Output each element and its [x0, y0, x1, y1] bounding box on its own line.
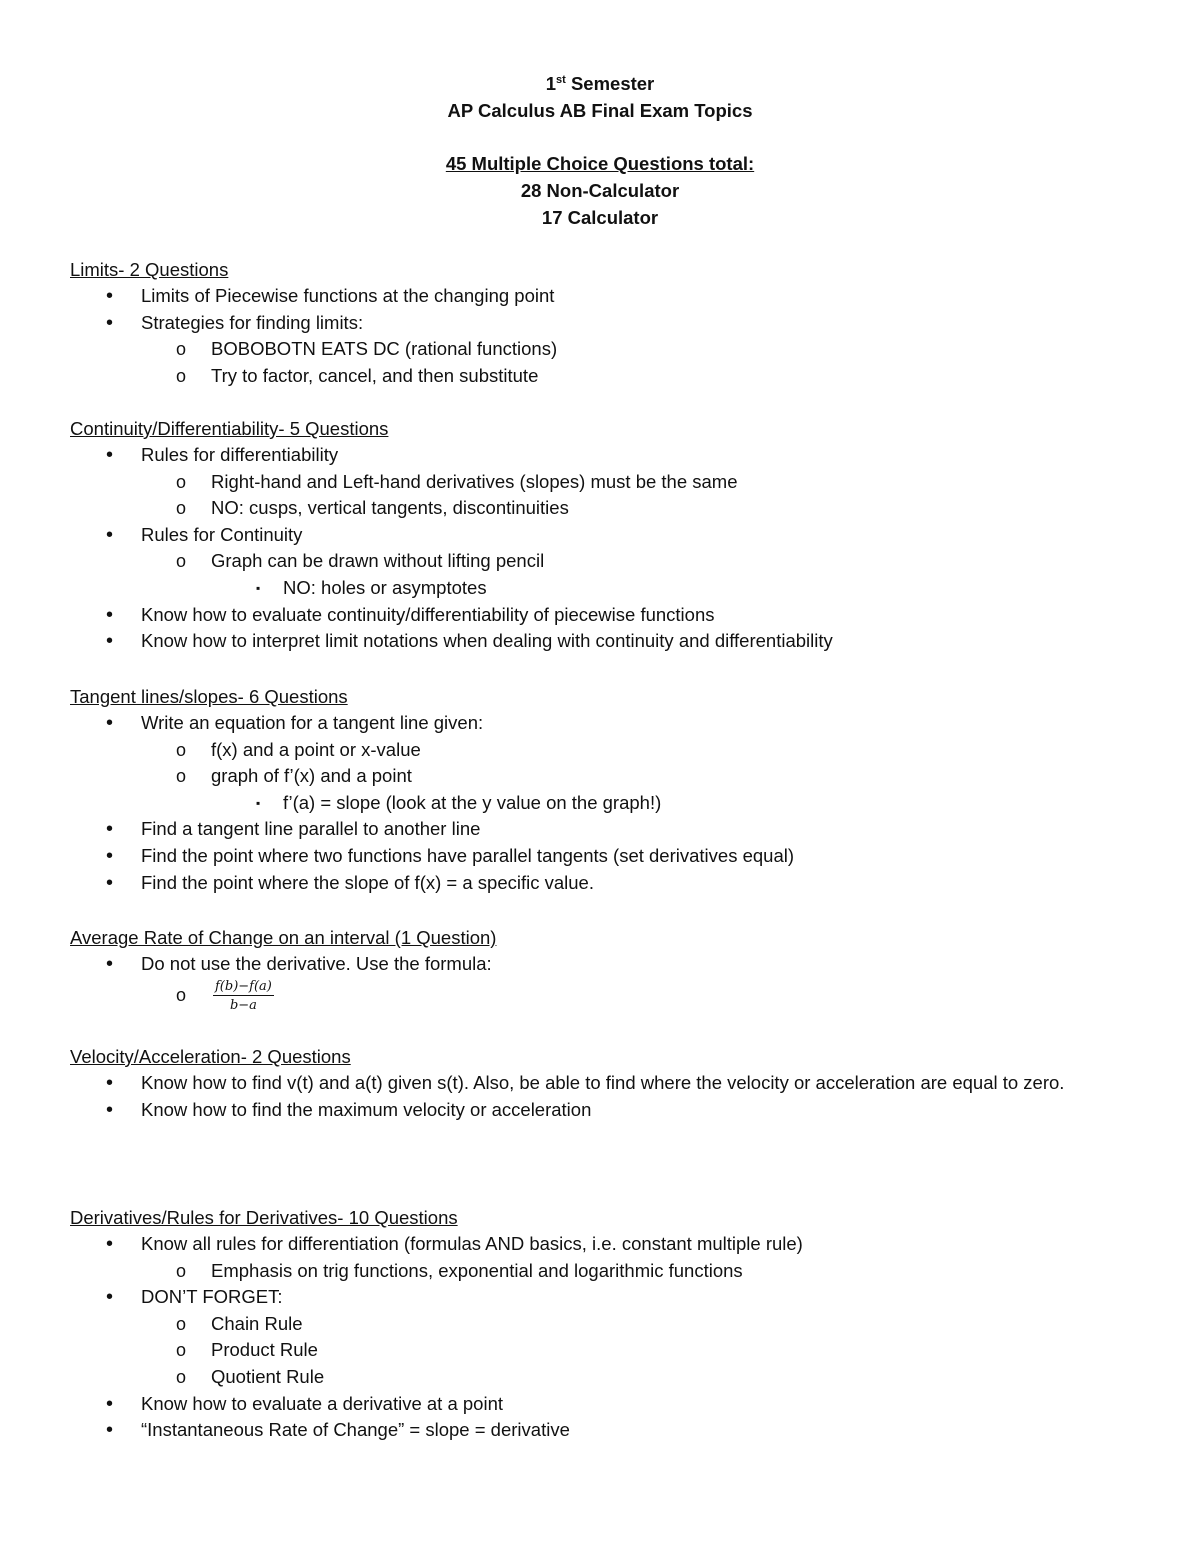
square-bullet-icon: ▪ [256, 795, 261, 810]
list-item: • “Instantaneous Rate of Change” = slope = derivative [70, 1417, 1130, 1444]
list-item: • Rules for differentiability [70, 442, 1130, 469]
list-item: o f(x) and a point or x-value [70, 737, 1130, 764]
document-title: AP Calculus AB Final Exam Topics [447, 100, 753, 121]
list-item: o Graph can be drawn without lifting pencil [70, 548, 1130, 575]
bullet-icon: • [106, 1392, 114, 1415]
list-item: o Right-hand and Left-hand derivatives (slopes) must be the same [70, 469, 1130, 496]
circle-bullet-icon: o [176, 339, 187, 360]
list-item: • Know how to find the maximum velocity or acceleration [70, 1097, 1130, 1124]
list-item: • DON’T FORGET: [70, 1284, 1130, 1311]
circle-bullet-icon: o [176, 365, 187, 386]
bullet-icon: • [106, 1233, 114, 1255]
document-header [0, 70, 1200, 231]
list-item: • Know how to evaluate a derivative at a point [70, 1391, 1130, 1418]
list-item: • Rules for Continuity [70, 522, 1130, 549]
list-item: • Know how to interpret limit notations when dealing with continuity and differentiability [70, 628, 1130, 655]
section-title: Tangent lines/slopes- 6 Questions [70, 686, 348, 707]
list-item: o BOBOBOTN EATS DC (rational functions) [70, 336, 1130, 363]
bullet-icon: • [106, 630, 114, 653]
list-item: • Strategies for finding limits: [70, 310, 1130, 337]
section-continuity [70, 415, 1130, 655]
bullet-icon: • [106, 444, 114, 466]
circle-bullet-icon: o [176, 551, 187, 572]
section-derivatives [70, 1204, 1130, 1444]
bullet-icon: • [106, 285, 114, 307]
list-item: • Find the point where the slope of f(x) = a specific value. [70, 870, 1130, 897]
bullet-icon: • [106, 311, 114, 334]
calculator-count: 17 Calculator [541, 207, 659, 228]
bullet-icon: • [106, 1098, 114, 1121]
list-item: o Emphasis on trig functions, exponential and logarithmic functions [70, 1258, 1130, 1285]
list-item: o Try to factor, cancel, and then substitute [70, 363, 1130, 390]
bullet-icon: • [106, 1419, 114, 1442]
bullet-icon: • [106, 1072, 114, 1094]
list-item: ▪ NO: holes or asymptotes [70, 575, 1130, 602]
question-total: 45 Multiple Choice Questions total: [445, 153, 755, 174]
section-title: Average Rate of Change on an interval (1 Question) [70, 927, 497, 948]
bullet-icon: • [106, 844, 114, 867]
section-title: Limits- 2 Questions [70, 259, 229, 280]
section-title: Derivatives/Rules for Derivatives- 10 Questions [70, 1207, 458, 1228]
non-calculator-count: 28 Non-Calculator [520, 180, 680, 201]
list-item: o Chain Rule [70, 1311, 1130, 1338]
circle-bullet-icon: o [176, 1260, 187, 1281]
bullet-icon: • [106, 603, 114, 626]
circle-bullet-icon: o [176, 1340, 187, 1361]
bullet-icon: • [106, 871, 114, 894]
list-item: • Write an equation for a tangent line given: [70, 710, 1130, 737]
list-item: • Limits of Piecewise functions at the changing point [70, 283, 1130, 310]
section-average-rate [70, 924, 1130, 1012]
list-item: • Find a tangent line parallel to another line [70, 816, 1130, 843]
section-tangent-lines [70, 683, 1130, 896]
circle-bullet-icon: o [176, 766, 187, 787]
average-rate-formula: $\frac{f(b)-f(a)}{b-a}$ [215, 978, 272, 1013]
bullet-icon: • [106, 1286, 114, 1309]
circle-bullet-icon: o [176, 1313, 187, 1334]
list-item: o NO: cusps, vertical tangents, discontinuities [70, 495, 1130, 522]
list-item: • Find the point where two functions have parallel tangents (set derivatives equal) [70, 843, 1130, 870]
list-item: • Know how to evaluate continuity/differentiability of piecewise functions [70, 602, 1130, 629]
list-item: o Product Rule [70, 1337, 1130, 1364]
circle-bullet-icon: o [176, 498, 187, 519]
circle-bullet-icon: o [176, 471, 187, 492]
list-item: o Quotient Rule [70, 1364, 1130, 1391]
bullet-icon: • [106, 953, 114, 975]
circle-bullet-icon: o [176, 984, 187, 1005]
bullet-icon: • [106, 818, 114, 841]
circle-bullet-icon: o [176, 1366, 187, 1387]
section-limits [70, 256, 1130, 389]
list-item: ▪ f’(a) = slope (look at the y value on the graph!) [70, 790, 1130, 817]
list-item: o graph of f’(x) and a point [70, 763, 1130, 790]
list-item [70, 978, 1130, 1012]
section-title: Continuity/Differentiability- 5 Questions [70, 418, 389, 439]
list-item: • Know all rules for differentiation (formulas AND basics, i.e. constant multiple rule) [70, 1231, 1130, 1258]
circle-bullet-icon: o [176, 739, 187, 760]
bullet-icon: • [106, 712, 114, 734]
list-item: • Do not use the derivative. Use the formula: [70, 951, 1130, 978]
section-title: Velocity/Acceleration- 2 Questions [70, 1046, 351, 1067]
semester-line: 1st Semester [545, 73, 655, 94]
list-item: • Know how to find v(t) and a(t) given s(t). Also, be able to find where the velocity or acceleration are equal to zero. [70, 1070, 1130, 1097]
square-bullet-icon: ▪ [256, 580, 261, 595]
bullet-icon: • [106, 523, 114, 546]
section-velocity [70, 1043, 1130, 1123]
